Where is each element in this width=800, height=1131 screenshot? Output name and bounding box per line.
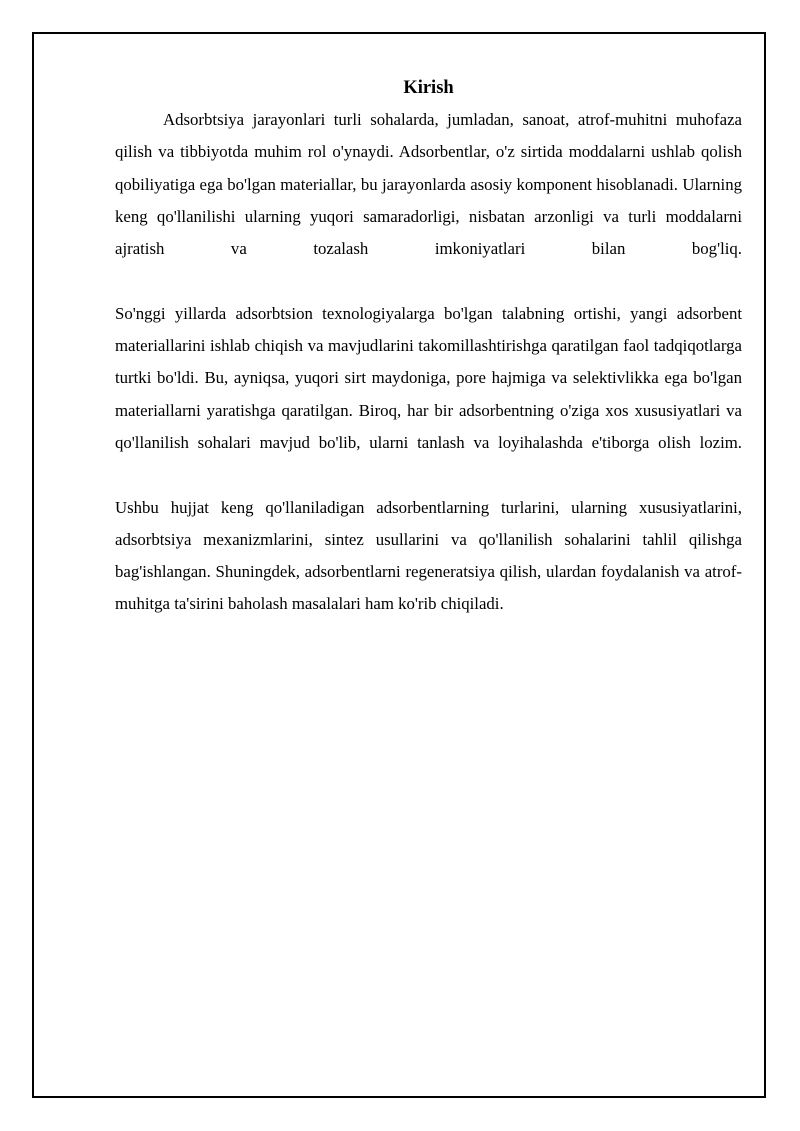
paragraph-scope: Ushbu hujjat keng qo'llaniladigan adsorbentlarning turlarini, ularning xususiyatlarini, adsorbtsiya mexanizmlarini, sintez usullarini va qo'llanilish sohalarini tahlil qilishga bag'ishlangan. Shuningdek, adsorbentlarni regeneratsiya qilish, ulardan foydalanish va atrof-muhitga ta'sirini baholash masalalari ham ko'rib chiqiladi.: [115, 497, 742, 614]
paragraph-gap: [115, 459, 742, 491]
paragraph-intro: Adsorbtsiya jarayonlari turli sohalarda, jumladan, sanoat, atrof-muhitni muhofaza qilish va tibbiyotda muhim rol o'ynaydi. Adsorbentlar, o'z sirtida moddalarni ushlab qolish qobiliyatiga ega bo'lgan materiallar, bu jarayonlarda asosiy komponent hisoblanadi. Ularning keng qo'llanilishi ularning yuqori samaradorligi, nisbatan arzonligi va turli moddalarni ajratish va tozalash imkoniyatlari bilan bog'liq.: [115, 110, 742, 259]
paragraph-recent-years: So'nggi yillarda adsorbtsion texnologiyalarga bo'lgan talabning ortishi, yangi adsorbent materiallarini ishlab chiqish va mavjudlarini takomillashtirishga qaratilgan faol tadqiqotlarga turtki bo'ldi. Bu, ayniqsa, yuqori sirt maydoniga, pore hajmiga va selektivlikka ega bo'lgan materiallarni yaratishga qaratilgan. Biroq, har bir adsorbentning o'ziga xos xususiyatlari va qo'llanilish sohalari mavjud bo'lib, ularni tanlash va loyihalashda e'tiborga olish lozim.: [115, 303, 742, 452]
document-title: Kirish: [403, 78, 454, 98]
paragraph-gap: [115, 265, 742, 297]
document-body: [115, 72, 742, 621]
